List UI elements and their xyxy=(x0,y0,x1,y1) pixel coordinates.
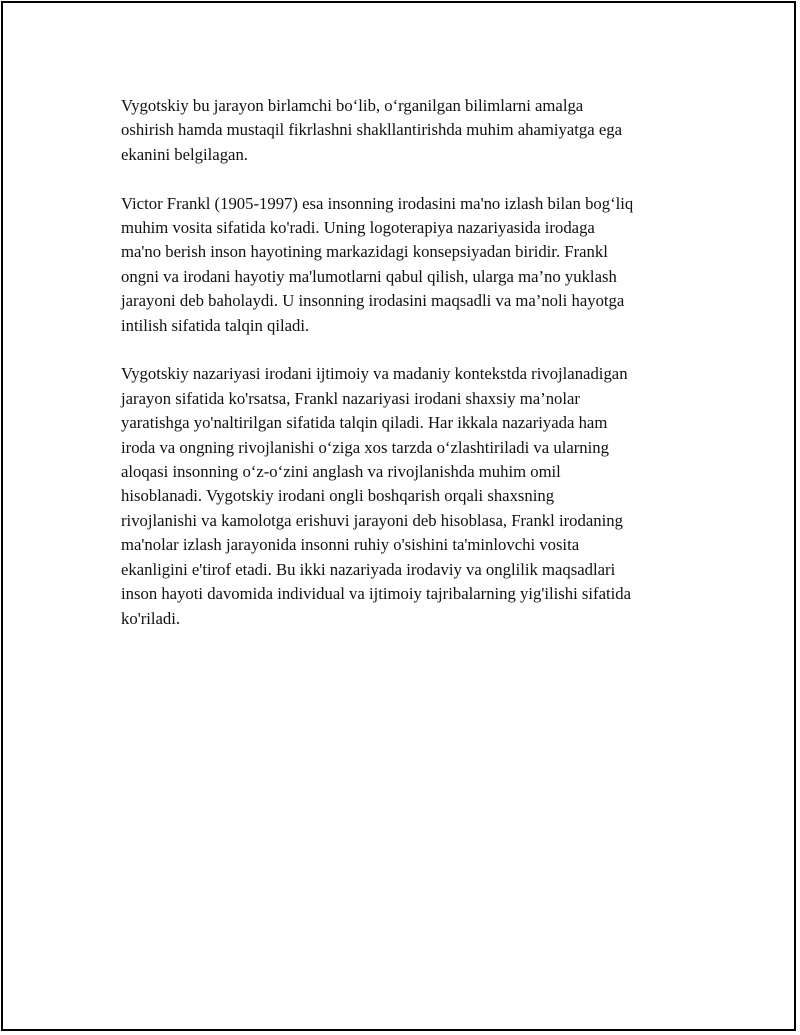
text-line: ma'no berish inson hayotining markazidagi konsepsiyadan biridir. Frankl xyxy=(121,242,608,262)
text-line: Victor Frankl (1905-1997) esa insonning irodasini ma'no izlash bilan bog‘liq xyxy=(121,193,634,213)
text-line: jarayon sifatida ko'rsatsa, Frankl nazariyasi irodani shaxsiy ma’nolar xyxy=(121,388,580,408)
page-border xyxy=(1,1,796,1031)
text-line: Vygotskiy bu jarayon birlamchi bo‘lib, o‘rganilgan bilimlarni amalga xyxy=(121,96,584,115)
text-line: rivojlanishi va kamolotga erishuvi jarayoni deb hisoblasa, Frankl irodaning xyxy=(121,510,623,530)
text-line: ekanini belgilagan. xyxy=(121,144,248,164)
document-body xyxy=(121,94,691,655)
text-line: intilish sifatida talqin qiladi. xyxy=(121,315,310,335)
text-line: ko'riladi. xyxy=(121,608,181,628)
text-line: hisoblanadi. Vygotskiy irodani ongli boshqarish orqali shaxsning xyxy=(121,486,555,506)
text-line: aloqasi insonning o‘z-o‘zini anglash va rivojlanishda muhim omil xyxy=(121,462,561,482)
paragraph-comparison xyxy=(121,362,691,630)
paragraph-vygotskiy-intro xyxy=(121,94,691,167)
text-line: yaratishga yo'naltirilgan sifatida talqin qiladi. Har ikkala nazariyada ham xyxy=(121,413,608,433)
text-line: ongni va irodani hayotiy ma'lumotlarni qabul qilish, ularga ma’no yuklash xyxy=(121,266,617,286)
text-line: Vygotskiy nazariyasi irodani ijtimoiy va madaniy kontekstda rivojlanadigan xyxy=(121,364,628,384)
text-line: muhim vosita sifatida ko'radi. Uning logoterapiya nazariyasida irodaga xyxy=(121,218,595,238)
text-line: oshirish hamda mustaqil fikrlashni shakllantirishda muhim ahamiyatga ega xyxy=(121,120,622,140)
text-line: jarayoni deb baholaydi. U insonning irodasini maqsadli va ma’noli hayotga xyxy=(121,291,625,311)
text-line: iroda va ongning rivojlanishi o‘ziga xos tarzda o‘zlashtiriladi va ularning xyxy=(121,437,609,457)
text-line: ekanligini e'tirof etadi. Bu ikki nazariyada irodaviy va onglilik maqsadlari xyxy=(121,559,616,579)
paragraph-frankl xyxy=(121,192,691,338)
text-line: ma'nolar izlash jarayonida insonni ruhiy o'sishini ta'minlovchi vosita xyxy=(121,535,580,555)
text-line: inson hayoti davomida individual va ijtimoiy tajribalarning yig'ilishi sifatida xyxy=(121,584,632,604)
